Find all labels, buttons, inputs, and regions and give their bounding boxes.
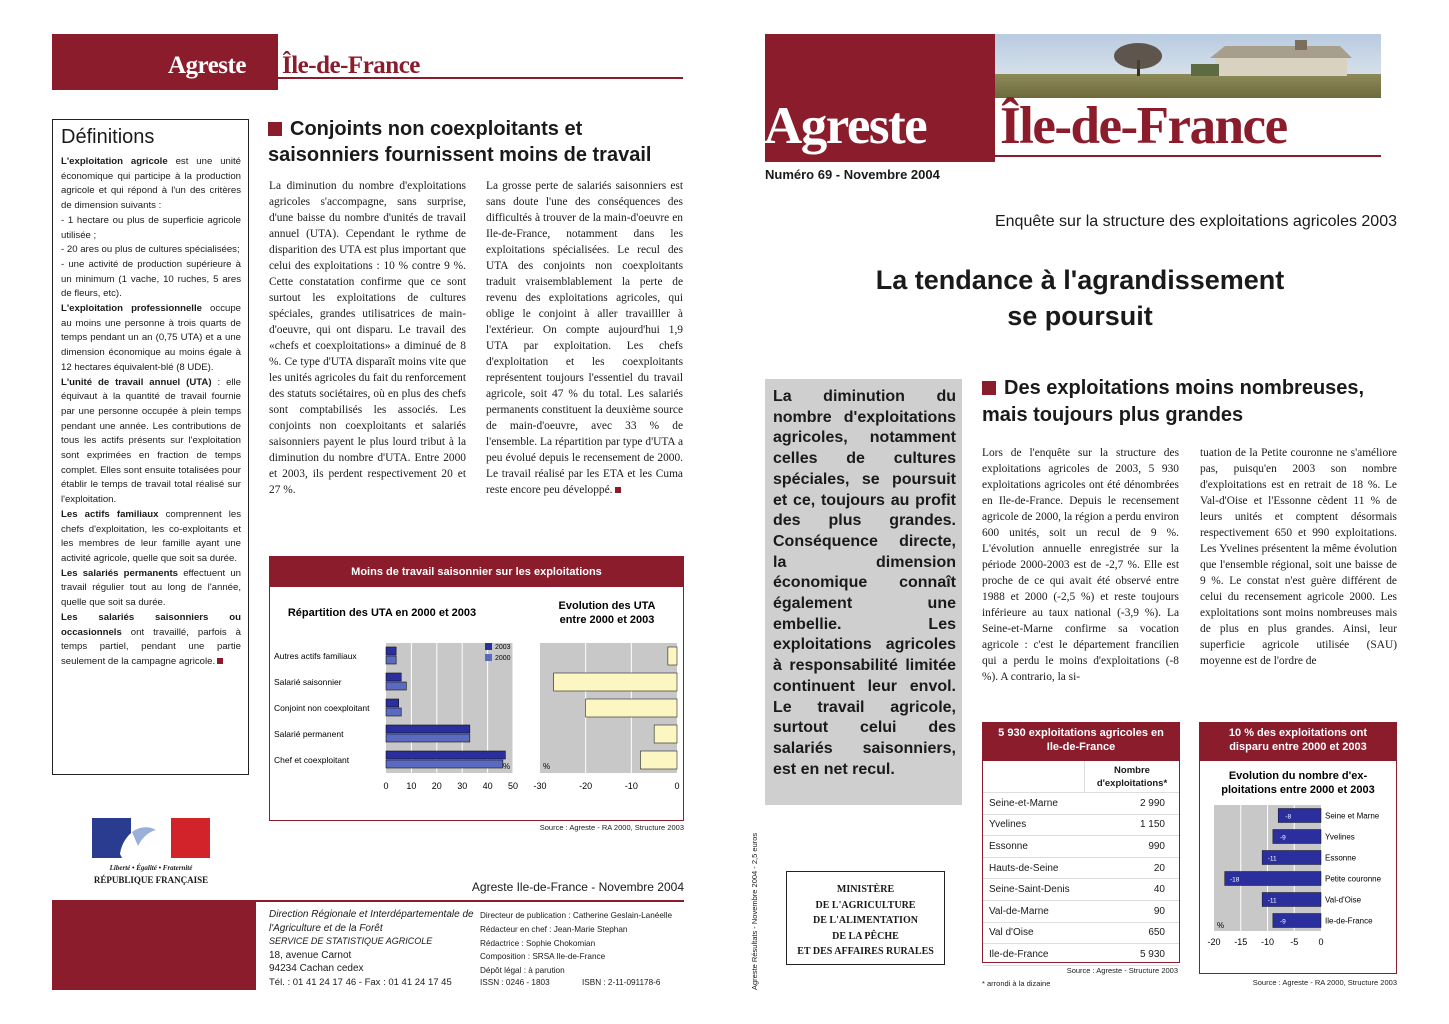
definition-paragraph <box>61 508 241 567</box>
chart1-category-label: Autres actifs familiaux <box>274 651 357 661</box>
table-cell-name: Val-de-Marne <box>989 905 1049 917</box>
definition-term: L'unité de travail annuel (UTA) <box>61 376 212 388</box>
chart1-bar-2003 <box>386 725 470 733</box>
farms-chart-svg <box>1200 762 1396 974</box>
chart1-tick-label: 10 <box>406 781 417 791</box>
chart3-tick-label: -15 <box>1234 937 1248 947</box>
definition-text: - une activité de production supérieure à un minimum (1 vache, 10 ruches, 5 ares de fleurs, etc). <box>61 258 241 300</box>
chart3-tick-label: 0 <box>1318 937 1324 947</box>
ministry-box <box>786 871 945 965</box>
chart1-legend-swatch <box>485 643 492 650</box>
chart1-category-label: Salarié saisonnier <box>274 677 342 687</box>
ministry-line: ET DES AFFAIRES RURALES <box>797 946 934 957</box>
chart3-data-label: -9 <box>1279 918 1286 926</box>
chart2-tick-label: -10 <box>624 781 638 791</box>
chart1-category-label: Chef et coexploitant <box>274 755 350 765</box>
table-cell-value: 20 <box>1153 862 1165 874</box>
footer-org <box>269 908 474 990</box>
chart2-tick-label: -30 <box>533 781 547 791</box>
chart3-tick-label: -20 <box>1207 937 1221 947</box>
chart2-bar <box>640 751 677 769</box>
footer-isbn: ISBN : 2-11-091178-6 <box>582 978 661 987</box>
table-cell-name: Ile-de-France <box>989 948 1049 960</box>
table-cell-value: 90 <box>1153 905 1165 917</box>
footer-credit-line: Directeur de publication : Catherine Geslain-Lanéelle <box>480 911 673 920</box>
chart2-tick-label: 0 <box>674 781 680 791</box>
footer-addr1: 18, avenue Carnot <box>269 949 352 961</box>
survey-title: Enquête sur la structure des exploitations agricoles 2003 <box>994 213 1397 230</box>
farms-table-header <box>983 761 1179 793</box>
uta-chart-source: Source : Agreste - RA 2000, Structure 2003 <box>539 823 684 832</box>
farms-chart-box <box>1199 722 1397 974</box>
definition-text: comprennent les chefs d'exploitation, les co-exploitants et les membres de leur famille ayant une activité agricole, quelle que soit sa durée. <box>61 508 242 564</box>
definition-text: - 1 hectare ou plus de superficie agricole utilisée ; <box>61 214 241 241</box>
definition-paragraph <box>61 258 241 302</box>
footer-credit-line: Composition : SRSA Ile-de-France <box>480 952 606 962</box>
footer-addr2: 94234 Cachan cedex <box>269 963 364 975</box>
definition-paragraph <box>61 214 241 243</box>
definition-text: : elle équivaut à la quantité de travail fournie par une personne occupée à plein temps pendant une année. Les contributions de tous les actifs présents sur l'exploitation sont exprimées en fraction de temps complet. Elles sont ensuite totalisées pour établir le temps de travail total réalisé sur l'exploitation. <box>61 376 241 506</box>
logo-motto: Liberté • Égalité • Fraternité <box>109 864 193 872</box>
table-row <box>983 836 1179 858</box>
headline-line-1: La tendance à l'agrandissement <box>875 265 1285 295</box>
chart1-tick-label: 30 <box>457 781 468 791</box>
table-cell-value: 5 930 <box>1139 948 1165 960</box>
chart3-tick-label: -5 <box>1290 937 1299 947</box>
chart3-category-label: Ile-de-France <box>1325 916 1373 926</box>
right-article-col2: tuation de la Petite couronne ne s'améliore pas, puisqu'en 2003 son nombre d'exploitations est en retrait de 18 %. Le Val-d'Oise et l'Essonne cèdent 11 % de leurs unités et comptent désormais respectivement 650 et 990 exploitations. Les Yvelines présentent la même évolution que l'ensemble régional, soit une baisse de 9 %. Le constat n'est guère différent de celui du recensement agricole 2000. Les exploitations sont moins nombreuses mais de plus en plus grandes. Ainsi, leur superficie agricole utilisée (SAU) moyenne est de l'ordre de <box>1200 447 1397 667</box>
table-cell-name: Yvelines <box>989 819 1027 831</box>
footer-issn: ISSN : 0246 - 1803 <box>480 978 550 987</box>
chart3-title-line2: ploitations entre 2000 et 2003 <box>1221 784 1375 796</box>
farms-table-box <box>982 722 1180 963</box>
table-row <box>983 815 1179 837</box>
chart2-title-line2: entre 2000 et 2003 <box>559 614 655 626</box>
left-footer-band <box>52 900 256 990</box>
farms-table-title: 5 930 exploitations agricoles en Ile-de-France <box>983 723 1179 761</box>
marianne-logo-icon <box>92 818 210 858</box>
chart1-legend-label: 2000 <box>495 655 511 662</box>
farms-table-body <box>983 793 1179 966</box>
chart1-tick-label: 0 <box>383 781 389 791</box>
definition-term: Les salariés permanents <box>61 567 179 579</box>
chart1-tick-label: 50 <box>507 781 519 791</box>
definition-paragraph <box>61 376 241 508</box>
definitions-title: Définitions <box>61 126 155 148</box>
right-header-region: Île-de-France <box>1000 97 1287 155</box>
main-headline <box>800 262 1360 334</box>
ministry-line: DE L'AGRICULTURE <box>815 899 916 911</box>
table-cell-value: 2 990 <box>1139 797 1165 809</box>
definition-paragraph <box>61 611 241 670</box>
table-row <box>983 923 1179 945</box>
right-article-col1: Lors de l'enquête sur la structure des exploitations agricoles de 2003, 5 930 exploitations agricoles ont été dénombrées en Ile-de-France. Depuis le recensement agricole de 2000, la région a perdu environ 600 unités, soit un recul de 9 %. L'évolution annuelle enregistrée sur la période 2000-2003 est de -2,7 %. Elle est proche de ce qui avait été observé entre 1988 et 2000 (-2,5 %) et reste toujours inférieure au taux national (-3,9 %). La Seine-et-Marne confirme sa vocation agricole : c'est le département francilien qui a perdu le moins d'exploitations (-8 %). A contrario, la si- <box>982 447 1179 683</box>
farms-table-source: Source : Agreste - Structure 2003 <box>1066 966 1178 975</box>
uta-chart-title: Moins de travail saisonnier sur les exploitations <box>270 557 683 587</box>
table-cell-name: Val d'Oise <box>989 927 1034 939</box>
left-article-title: Conjoints non coexploitants et saisonniers fournissent moins de travail <box>268 118 652 166</box>
definition-term: L'exploitation professionnelle <box>61 303 202 315</box>
chart1-bar-2003 <box>386 751 505 759</box>
chart1-bar-2000 <box>386 682 406 690</box>
chart1-unit: % <box>503 762 511 771</box>
table-cell-name: Seine-Saint-Denis <box>989 884 1070 896</box>
definitions-box <box>52 119 249 775</box>
chart3-category-label: Essonne <box>1325 853 1357 863</box>
footer-tel: Tél. : 01 41 24 17 46 - Fax : 01 41 24 17 45 <box>269 976 452 988</box>
definition-paragraph <box>61 243 241 258</box>
definition-text: ont travaillé, parfois à temps partiel, pendant une partie seulement de la campagne agricole. <box>61 626 241 667</box>
farms-chart-header: 10 % des exploitations ont disparu entre 2000 et 2003 <box>1200 723 1396 761</box>
table-cell-name: Hauts-de-Seine <box>989 862 1059 874</box>
end-mark <box>615 487 621 493</box>
chart1-tick-label: 20 <box>431 781 442 791</box>
footer-credit-line: Rédacteur en chef : Jean-Marie Stephan <box>480 924 628 934</box>
left-footer-title: Agreste Ile-de-France - Novembre 2004 <box>471 880 684 894</box>
chart1-bar-2000 <box>386 760 503 768</box>
table-row <box>983 858 1179 880</box>
table-row <box>983 793 1179 815</box>
ministry-line: DE L'ALIMENTATION <box>813 915 918 926</box>
chart1-bar-2000 <box>386 708 401 716</box>
left-header-brand: Agreste <box>168 52 246 79</box>
definition-paragraph <box>61 302 241 376</box>
definition-text: - 20 ares ou plus de cultures spécialisées; <box>61 244 240 256</box>
table-cell-value: 40 <box>1153 884 1165 896</box>
chart3-category-label: Petite couronne <box>1325 874 1382 884</box>
republique-logo <box>92 818 210 885</box>
definition-paragraph <box>61 567 241 611</box>
vertical-note: Agreste Résultats - Novembre 2004 - 2,5 euros <box>750 832 759 990</box>
chart1-bar-2003 <box>386 673 401 681</box>
headline-line-2: se poursuit <box>1007 301 1153 331</box>
left-article-col2: La grosse perte de salariés saisonniers est sans doute l'une des conséquences des difficultés à trouver de la main-d'oeuvre en Ile-de-France, notamment dans les exploitations spécialisées. Le recul des UTA des conjoints non coexploitants traduit vraisemblablement la perte de revenu des exploitations agricoles, qui oblige le conjoint à aller travailller à l'extérieur. On compte aujourd'hui 1,9 UTA par exploitation. Les chefs d'exploitation et les coexploitants représentent toujours l'essentiel du travail agricole, soit 47 % du total. Les salariés permanents constituent la deuxième source de main-d'oeuvre, avec 33 % de l'ensemble. La répartition par type d'UTA a peu évolué depuis le recensement de 2000. Le travail réalisé par les ETA et les Cuma reste encore peu développé. <box>486 180 683 496</box>
chart3-data-label: -18 <box>1229 876 1240 884</box>
chart2-bar <box>654 725 677 743</box>
chart1-bar-2000 <box>386 734 470 742</box>
end-mark <box>217 658 223 664</box>
definition-term: L'exploitation agricole <box>61 156 168 167</box>
footer-credit-line: Rédactrice : Sophie Chokomian <box>480 938 596 948</box>
chart1-bar-2003 <box>386 699 399 707</box>
table-row <box>983 879 1179 901</box>
footer-credits <box>480 909 690 978</box>
chart3-data-label: -9 <box>1279 834 1286 842</box>
farms-table-col-header: Nombre d'exploitations* <box>1096 765 1168 789</box>
landscape-photo <box>995 34 1381 98</box>
chart1-bar-2000 <box>386 656 396 664</box>
definition-text: est une unité économique qui participe à la production agricole et qui répond à l'un des critères de dimension suivants : <box>61 156 241 212</box>
chart2-tick-label: -20 <box>579 781 593 791</box>
chart3-data-label: -11 <box>1267 897 1277 905</box>
definitions-list <box>61 155 241 670</box>
footer-org2: SERVICE DE STATISTIQUE AGRICOLE <box>269 936 433 947</box>
chart1-title: Répartition des UTA en 2000 et 2003 <box>287 607 477 619</box>
chart3-unit: % <box>1217 921 1225 930</box>
logo-name: RÉPUBLIQUE FRANÇAISE <box>93 875 209 885</box>
chart3-category-label: Val-d'Oise <box>1325 895 1362 905</box>
chart3-data-label: -11 <box>1267 855 1277 863</box>
chart1-legend-label: 2003 <box>495 644 511 651</box>
definition-term: Les salariés saisonniers ou occasionnels <box>61 611 241 638</box>
chart2-bar <box>586 699 677 717</box>
table-cell-name: Essonne <box>989 840 1028 852</box>
title-bullet-right <box>982 381 996 395</box>
chart3-category-label: Yvelines <box>1325 832 1355 842</box>
definition-text: effectuent un travail régulier tout au long de l'année, quelle que soit sa durée. <box>61 567 241 609</box>
issue-number: Numéro 69 - Novembre 2004 <box>765 167 940 182</box>
title-bullet <box>268 122 282 136</box>
farms-chart-source: Source : Agreste - RA 2000, Structure 2003 <box>1252 978 1397 987</box>
chart2-title-line1: Evolution des UTA <box>558 600 656 612</box>
uta-chart-box <box>269 556 684 821</box>
chart1-category-label: Conjoint non coexploitant <box>274 703 370 713</box>
footer-org1: Direction Régionale et Interdépartementale de l'Agriculture et de la Forêt <box>269 909 474 934</box>
farms-table-footnote: * arrondi à la dizaine <box>982 979 1051 988</box>
chart3-tick-label: -10 <box>1260 937 1275 947</box>
ministry-line: DE LA PÊCHE <box>832 930 899 942</box>
chart3-data-label: -8 <box>1285 813 1292 821</box>
left-footer-rule <box>256 900 684 902</box>
ministry-line: MINISTÈRE <box>836 884 895 895</box>
table-cell-value: 650 <box>1148 927 1165 939</box>
definition-paragraph <box>61 155 241 214</box>
chart1-legend-swatch <box>485 654 492 661</box>
chart1-category-label: Salarié permanent <box>274 729 344 739</box>
chart3-title-line1: Evolution du nombre d'ex- <box>1228 770 1368 782</box>
uta-charts-svg <box>270 588 683 821</box>
table-cell-name: Seine-et-Marne <box>989 797 1058 809</box>
footer-credit-line: Dépôt légal : à parution <box>480 966 565 976</box>
chart2-bar <box>668 647 677 665</box>
table-row <box>983 944 1179 966</box>
definition-term: Les actifs familiaux <box>61 508 159 520</box>
chart2-unit: % <box>543 762 551 771</box>
chart1-bar-2003 <box>386 647 396 655</box>
table-cell-value: 1 150 <box>1139 819 1165 831</box>
table-cell-value: 990 <box>1148 840 1165 852</box>
table-row <box>983 901 1179 923</box>
left-header-region: Île-de-France <box>282 52 420 79</box>
chart2-bar <box>554 673 677 691</box>
right-header-brand: Agreste <box>764 97 927 155</box>
right-article-title: Des exploitations moins nombreuses, mais toujours plus grandes <box>982 377 1365 426</box>
definition-text: occupe au moins une personne à trois quarts de temps pendant un an (0,75 UTA) et a une dimension économique au moins égale à 12 hectares équivalent-blé (8 UDE). <box>61 303 241 373</box>
chart1-tick-label: 40 <box>482 781 493 791</box>
summary-box: La diminution du nombre d'exploitations agricoles, notamment celles de cultures spéciales, se poursuit et ce, toujours au profit des plus grandes. Conséquence directe, la dimension économique connaît également une embellie. Les exploitations agricoles à responsabilité limitée continuent leur envol. Le travail agricole, surtout celui des salariés saisonniers, est en net recul. <box>765 379 962 805</box>
left-article-col1: La diminution du nombre d'exploitations agricoles s'accompagne, sans surprise, d'une baisse du nombre d'unités de travail annuel (UTA). Cependant le rythme de disparition des UTA est plus important que celui des exploitations : 10 % contre 9 %. Cette constatation confirme que ce sont surtout les exploitations de cultures spéciales, grandes utilisatrices de main-d'oeuvre, qui ont disparu. Le travail des «chefs et coexploitations» a diminué de 8 %. Ce type d'UTA disparaît moins vite que les unités agricoles du fait du renforcement des statuts sociétaires, où en plus des chefs sont comptabilisés les associés. Les conjoints non coexploitants et salariés saisonniers payent le plus lourd tribut à la diminution du nombre d'UTA. Entre 2000 et 2003, ils perdent respectivement 20 et 27 %. <box>269 180 466 496</box>
chart3-category-label: Seine et Marne <box>1325 811 1380 821</box>
